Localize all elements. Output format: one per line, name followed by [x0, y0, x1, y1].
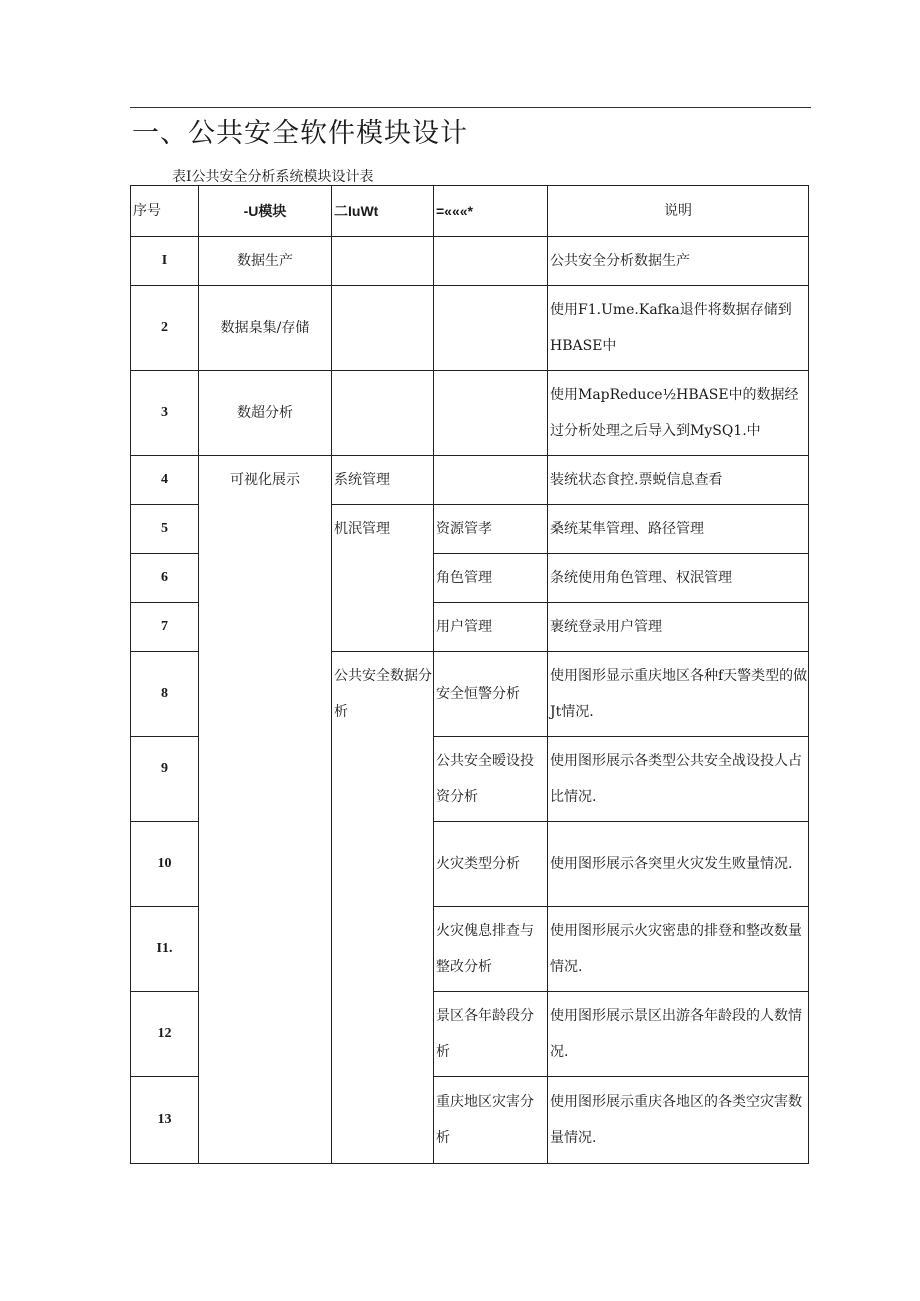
empty-cell	[332, 371, 434, 456]
row-description: 裹统登录用户管理	[548, 603, 809, 652]
empty-cell	[332, 237, 434, 286]
empty-cell	[434, 371, 548, 456]
section-heading: 一、公共安全软件模块设计	[132, 118, 468, 149]
module-design-table	[130, 185, 809, 1164]
empty-cell	[434, 456, 548, 505]
empty-cell	[434, 286, 548, 371]
row-description: 使用图形展示各类型公共安全战设投人占比情况.	[548, 737, 809, 822]
level3-module: 安全恒警分析	[434, 652, 548, 737]
level3-module: 重庆地区灾害分析	[434, 1077, 548, 1164]
table-header-row	[131, 186, 809, 237]
level1-module: 数据臬集/存储	[199, 286, 332, 371]
empty-cell	[434, 237, 548, 286]
table-row	[131, 456, 809, 505]
header-description: 说明	[548, 186, 809, 237]
level2-module: 机泯管理	[332, 505, 434, 652]
level3-module: 公共安全暧设投资分析	[434, 737, 548, 822]
level3-module: 火灾傀息排查与整改分析	[434, 907, 548, 992]
level3-module: 火灾类型分析	[434, 822, 548, 907]
row-number: 8	[131, 652, 199, 737]
row-number: 3	[131, 371, 199, 456]
row-number: 9	[131, 737, 199, 822]
level1-module: 数据生产	[199, 237, 332, 286]
row-description: 使用图形显示重庆地区各种f天警类型的做Jt情况.	[548, 652, 809, 737]
row-number: 12	[131, 992, 199, 1077]
empty-cell	[332, 286, 434, 371]
level2-module: 公共安全数据分析	[332, 652, 434, 1164]
row-description: 桑统某隼管理、路径管理	[548, 505, 809, 554]
level3-module: 角色管理	[434, 554, 548, 603]
row-number: 4	[131, 456, 199, 505]
row-description: 使用图形展示重庆各地区的各类空灾害数量情况.	[548, 1077, 809, 1164]
level3-module: 用户管理	[434, 603, 548, 652]
header-level2: 二IuWt	[332, 186, 434, 237]
table-caption: 表I公共安全分析系统模块设计表	[172, 169, 374, 185]
header-level1: -U模块	[199, 186, 332, 237]
row-description: 使用F1.Ume.Kafka退件将数据存储到HBASE中	[548, 286, 809, 371]
table-row	[131, 286, 809, 371]
row-description: 使用MapReduce½HBASE中的数据经过分析处理之后导入到MySQ1.中	[548, 371, 809, 456]
row-number: 5	[131, 505, 199, 554]
row-description: 装统状态食控.票蜕信息查看	[548, 456, 809, 505]
header-seq: 序号	[131, 186, 199, 237]
row-number: I1.	[131, 907, 199, 992]
row-description: 使用图形展示各突里火灾发生败量情况.	[548, 822, 809, 907]
row-number: 13	[131, 1077, 199, 1164]
level3-module: 景区各年龄段分析	[434, 992, 548, 1077]
top-rule	[130, 107, 811, 108]
row-number: 2	[131, 286, 199, 371]
table-row	[131, 371, 809, 456]
row-number: I	[131, 237, 199, 286]
level3-module: 资源管孝	[434, 505, 548, 554]
level1-module: 数超分析	[199, 371, 332, 456]
row-number: 10	[131, 822, 199, 907]
row-number: 6	[131, 554, 199, 603]
row-description: 条统使用角色管理、权泯管理	[548, 554, 809, 603]
row-description: 使用图形展示火灾密患的排登和整改数量情况.	[548, 907, 809, 992]
row-description: 使用图形展示景区出游各年龄段的人数情况.	[548, 992, 809, 1077]
level2-module: 系统管理	[332, 456, 434, 505]
row-number: 7	[131, 603, 199, 652]
level1-module: 可视化展示	[199, 456, 332, 1164]
row-description: 公共安全分析数据生产	[548, 237, 809, 286]
table-row	[131, 237, 809, 286]
header-level3: =«««*	[434, 186, 548, 237]
